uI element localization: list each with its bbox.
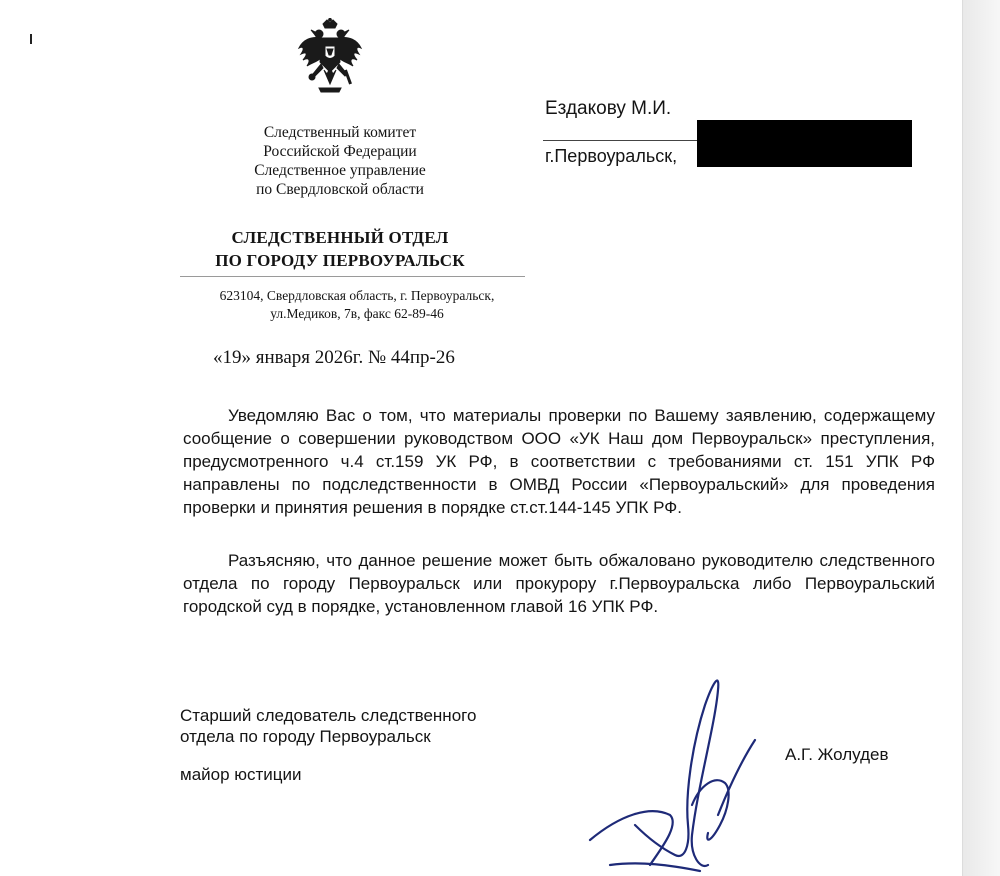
signatory-position [180, 705, 540, 747]
body-paragraph: Разъясняю, что данное решение может быть обжаловано руководителю следственного отдела по городу Первоуральск или прокурору г.Первоуральска либо Первоуральский городской суд в порядке, установленном главой 16 УПК РФ. [183, 551, 935, 616]
scan-margin [962, 0, 1000, 876]
addressee-underline [543, 140, 698, 141]
department-line: СЛЕДСТВЕННЫЙ ОТДЕЛ [231, 228, 449, 247]
addressee-city: г.Первоуральск, [545, 146, 678, 166]
org-line: Российской Федерации [263, 143, 417, 160]
organization-header [190, 123, 490, 199]
department-title [170, 226, 510, 272]
org-line: Следственное управление [254, 162, 426, 179]
address-line: ул.Медиков, 7в, факс 62-89-46 [270, 306, 444, 321]
body-paragraph: Уведомляю Вас о том, что материалы проверки по Вашему заявлению, содержащему сообщение о совершении руководством ООО «УК Наш дом Первоуральск» преступления, предусмотренного ч.4 ст.159 УК РФ, в соответствии с требованиями ст. 151 УПК РФ направлены по подследственности в ОМВД России «Первоуральский» для проведения проверки и принятия решения в порядке ст.ст.144-145 УПК РФ. [183, 406, 935, 517]
org-line: по Свердловской области [256, 181, 424, 198]
department-address [182, 287, 532, 323]
redaction-block [697, 120, 912, 167]
document-date-number: «19» января 2026г. № 44пр-26 [213, 347, 455, 368]
emblem-icon [297, 18, 363, 98]
department-line: ПО ГОРОДУ ПЕРВОУРАЛЬСК [215, 251, 465, 270]
org-line: Следственный комитет [263, 124, 417, 141]
header-divider [180, 276, 525, 277]
signatory-name: А.Г. Жолудев [785, 745, 889, 764]
position-line: отдела по городу Первоуральск [180, 727, 431, 746]
scan-artifact [30, 34, 32, 44]
signatory-rank: майор юстиции [180, 765, 302, 784]
addressee-name: Ездакову М.И. [545, 98, 672, 119]
position-line: Старший следователь следственного [180, 706, 477, 725]
handwritten-signature [580, 665, 780, 876]
address-line: 623104, Свердловская область, г. Первоуральск, [219, 288, 495, 303]
